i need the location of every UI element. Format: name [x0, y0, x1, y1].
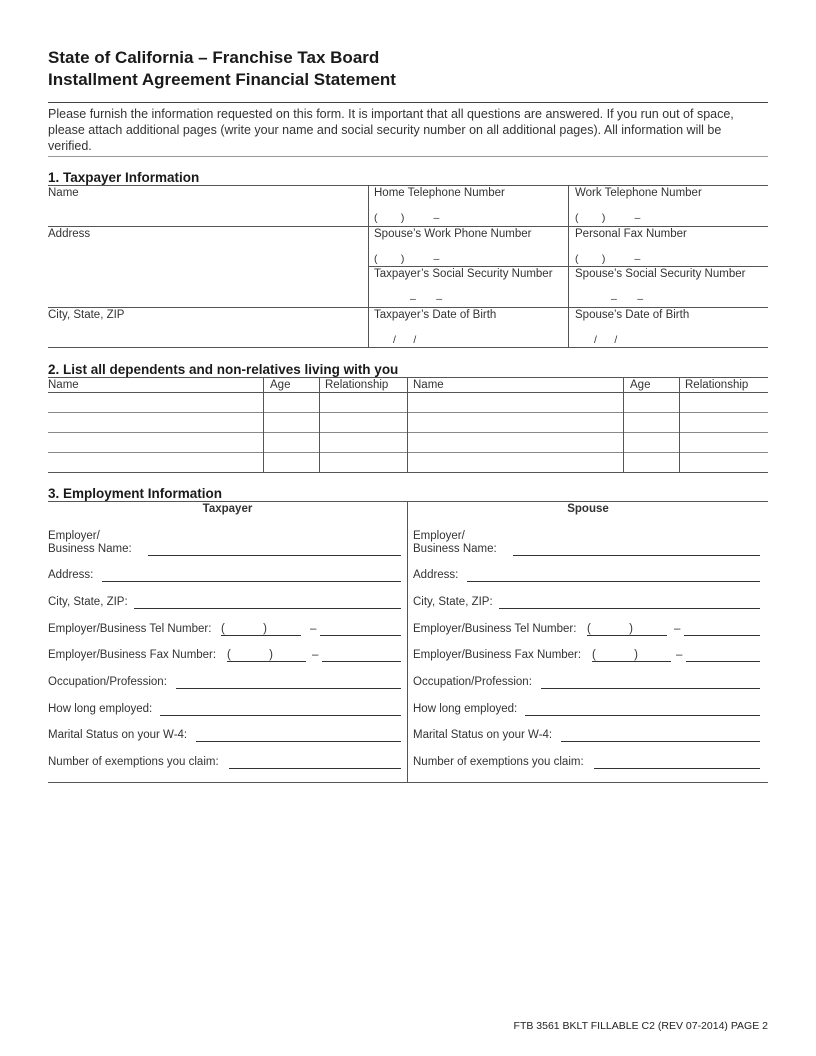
- spouse-tel-paren: ( ): [587, 623, 633, 635]
- spouse-occupation-input[interactable]: [541, 688, 760, 689]
- taxpayer-address-input[interactable]: [102, 581, 401, 582]
- dependents-col-age-left: Age: [270, 379, 291, 391]
- taxpayer-fax-label: Employer/Business Fax Number:: [48, 649, 217, 661]
- spouse-tel-number-input[interactable]: [684, 635, 760, 636]
- work-telephone-placeholder: ( ) –: [575, 212, 641, 224]
- taxpayer-ssn-field[interactable]: Taxpayer’s Social Security Number: [374, 268, 553, 280]
- dependents-col-relationship-right: Relationship: [685, 379, 749, 391]
- taxpayer-exemptions-input[interactable]: [229, 768, 401, 769]
- taxpayer-tel-label: Employer/Business Tel Number:: [48, 623, 212, 635]
- spouse-tel-dash: –: [674, 623, 681, 635]
- spouse-address-label: Address:: [413, 569, 459, 581]
- taxpayer-city-input[interactable]: [134, 608, 401, 609]
- name-field[interactable]: Name: [48, 187, 79, 199]
- taxpayer-fax-number-input[interactable]: [322, 661, 401, 662]
- employment-taxpayer-header: Taxpayer: [202, 503, 253, 515]
- spouse-tel-label: Employer/Business Tel Number:: [413, 623, 577, 635]
- taxpayer-tel-paren: ( ): [221, 623, 267, 635]
- spouse-work-phone-placeholder: ( ) –: [374, 253, 440, 265]
- dependents-col-relationship-left: Relationship: [325, 379, 389, 391]
- spouse-exemptions-input[interactable]: [594, 768, 760, 769]
- form-title-agency: State of California – Franchise Tax Board: [48, 48, 380, 67]
- spouse-dob-field[interactable]: Spouse’s Date of Birth: [575, 309, 690, 321]
- taxpayer-business-name-input[interactable]: [148, 555, 401, 556]
- taxpayer-occupation-label: Occupation/Profession:: [48, 676, 167, 688]
- home-telephone-field[interactable]: Home Telephone Number: [374, 187, 505, 199]
- taxpayer-tel-dash: –: [310, 623, 317, 635]
- spouse-marital-input[interactable]: [561, 741, 760, 742]
- section3-heading: 3. Employment Information: [48, 486, 223, 501]
- taxpayer-tel-number-input[interactable]: [320, 635, 401, 636]
- spouse-city-label: City, State, ZIP:: [413, 596, 493, 608]
- spouse-fax-dash: –: [676, 649, 683, 661]
- spouse-marital-label: Marital Status on your W-4:: [413, 729, 553, 741]
- spouse-tel-area-input[interactable]: [587, 635, 667, 636]
- spouse-fax-area-input[interactable]: [592, 661, 671, 662]
- taxpayer-address-label: Address:: [48, 569, 94, 581]
- dependents-col-name-left: Name: [48, 379, 79, 391]
- spouse-business-name-label: Business Name:: [413, 543, 497, 555]
- taxpayer-marital-input[interactable]: [196, 741, 401, 742]
- taxpayer-business-name-label: Business Name:: [48, 543, 132, 555]
- employment-spouse-header: Spouse: [567, 503, 609, 515]
- spouse-ssn-placeholder: – –: [611, 293, 644, 305]
- section2-heading: 2. List all dependents and non-relatives living with you: [48, 362, 399, 377]
- work-telephone-field[interactable]: Work Telephone Number: [575, 187, 702, 199]
- home-telephone-placeholder: ( ) –: [374, 212, 440, 224]
- personal-fax-field[interactable]: Personal Fax Number: [575, 228, 687, 240]
- spouse-dob-placeholder: / /: [594, 334, 618, 346]
- spouse-employer-label: Employer/: [413, 530, 465, 542]
- dependents-col-name-right: Name: [413, 379, 444, 391]
- spouse-fax-paren: ( ): [592, 649, 638, 661]
- taxpayer-how-long-label: How long employed:: [48, 703, 153, 715]
- spouse-city-input[interactable]: [499, 608, 760, 609]
- section1-heading: 1. Taxpayer Information: [48, 170, 200, 185]
- taxpayer-how-long-input[interactable]: [160, 715, 401, 716]
- taxpayer-employer-label: Employer/: [48, 530, 100, 542]
- spouse-fax-label: Employer/Business Fax Number:: [413, 649, 582, 661]
- form-footer: FTB 3561 BKLT FILLABLE C2 (REV 07-2014) PAGE 2: [513, 1020, 768, 1032]
- taxpayer-exemptions-label: Number of exemptions you claim:: [48, 756, 219, 768]
- spouse-how-long-label: How long employed:: [413, 703, 518, 715]
- taxpayer-city-label: City, State, ZIP:: [48, 596, 128, 608]
- spouse-exemptions-label: Number of exemptions you claim:: [413, 756, 584, 768]
- spouse-address-input[interactable]: [467, 581, 760, 582]
- taxpayer-tel-area-input[interactable]: [221, 635, 301, 636]
- spouse-occupation-label: Occupation/Profession:: [413, 676, 532, 688]
- header-rule: [48, 102, 768, 103]
- spouse-how-long-input[interactable]: [525, 715, 760, 716]
- taxpayer-dob-field[interactable]: Taxpayer’s Date of Birth: [374, 309, 497, 321]
- spouse-fax-number-input[interactable]: [686, 661, 760, 662]
- spouse-business-name-input[interactable]: [513, 555, 760, 556]
- address-field[interactable]: Address: [48, 228, 91, 240]
- spouse-ssn-field[interactable]: Spouse’s Social Security Number: [575, 268, 746, 280]
- taxpayer-fax-dash: –: [312, 649, 319, 661]
- taxpayer-ssn-placeholder: – –: [410, 293, 443, 305]
- intro-rule: [48, 156, 768, 157]
- dependents-col-age-right: Age: [630, 379, 651, 391]
- taxpayer-marital-label: Marital Status on your W-4:: [48, 729, 188, 741]
- personal-fax-placeholder: ( ) –: [575, 253, 641, 265]
- form-title-statement: Installment Agreement Financial Statement: [48, 70, 396, 89]
- taxpayer-fax-paren: ( ): [227, 649, 273, 661]
- taxpayer-dob-placeholder: / /: [393, 334, 417, 346]
- taxpayer-occupation-input[interactable]: [176, 688, 401, 689]
- taxpayer-fax-area-input[interactable]: [227, 661, 306, 662]
- spouse-work-phone-field[interactable]: Spouse’s Work Phone Number: [374, 228, 532, 240]
- intro-text: Please furnish the information requested on this form. It is important that all questions are answered. If you run out of space, please attach additional pages (write your name and social security number on all additional pages). All information will be verified.: [48, 107, 734, 153]
- city-state-zip-field[interactable]: City, State, ZIP: [48, 309, 125, 321]
